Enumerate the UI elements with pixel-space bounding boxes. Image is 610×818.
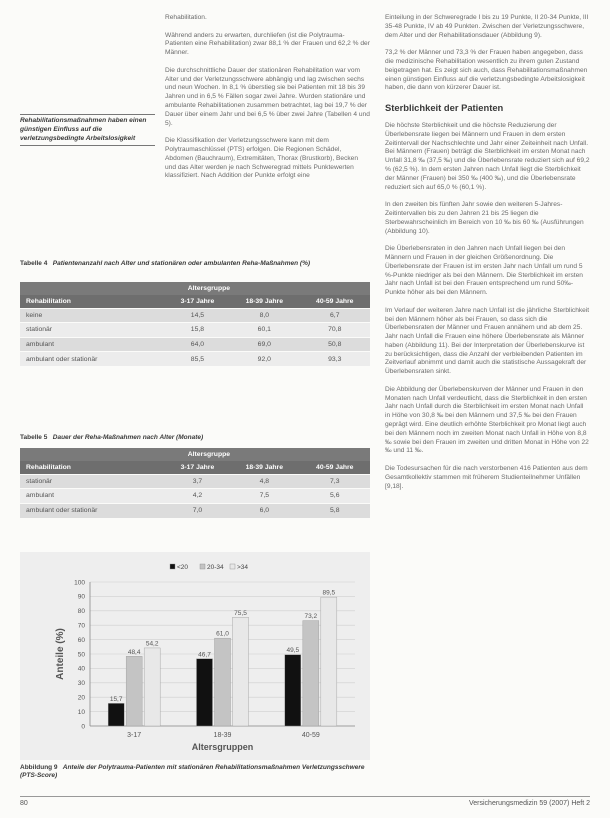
table4-col: 18-39 Jahre	[229, 295, 299, 308]
table5-caption	[20, 434, 370, 442]
table-row: ambulant oder stationär 85,5 92,0 93,3	[20, 352, 370, 367]
paragraph: Die durchschnittliche Dauer der stationären Rehabilitation war vom Alter und der Verletzungsschwere abhängig und lag zwischen sechs und neun Wochen. In 8,1 % überstieg sie bei Patienten mit 18 bis 39 Jahren und in 6,5 % Fällen sogar zwei Jahre. Wurden stationäre und ambulante Rehabilitationen zusammen betrachtet, lag bei 19,7 % der Dauer über einem Jahr und bei 6,5 % über zwei Jahre (Tabellen 4 und 5).	[165, 66, 370, 127]
figure9-caption	[20, 764, 370, 781]
page-number: 80	[20, 800, 28, 807]
table5-title: Dauer der Reha-Maßnahmen nach Alter (Monate)	[52, 434, 204, 441]
table4	[20, 282, 370, 366]
table5-group-header: Altersgruppe	[166, 448, 370, 461]
table-row: ambulant oder stationär 7,0 6,0 5,8	[20, 503, 370, 518]
table4-row-header: Rehabilitation	[20, 295, 166, 308]
table5-col: 40-59 Jahre	[300, 461, 370, 474]
journal-reference: Versicherungsmedizin 59 (2007) Heft 2	[468, 800, 590, 807]
table-row: stationär 15,8 60,1 70,8	[20, 323, 370, 338]
table5-row-header: Rehabilitation	[20, 461, 166, 474]
table4-col: 40-59 Jahre	[300, 295, 370, 308]
y-axis-label: Anteile (%)	[55, 628, 66, 680]
bar	[321, 597, 337, 726]
legend-swatch	[200, 564, 205, 569]
paragraph: Die Überlebensraten in den Jahren nach Unfall liegen bei den Männern und Frauen in der gleichen Größenordnung. Die Überlebensrate der Frauen ist im ersten Jahr nach Unfall um rund 5 %-Punkte niedriger als bei den Männern. Die Sterblichkeit im ersten Jahr nach Unfall ist bei den Frauen entsprechend um rund 50‰-Punkte höher als bei den Männern.	[385, 245, 583, 297]
legend-entry: >34	[237, 564, 249, 571]
paragraph: Während anders zu erwarten, durchliefen (ist die Polytrauma-Patienten eine Rehabilitation) zwar 88,1 % der Frauen und 62,2 % der Männer.	[165, 31, 370, 57]
x-axis-label: Altersgruppen	[191, 742, 254, 752]
paragraph: Einteilung in der Schweregrade I bis zu 19 Punkte, II 20-34 Punkte, III 35-48 Punkte, IV ab 49 Punkten. Zwischen der Verletzungsschwere, dem Alter und der Rehabilitationsdauer (Abbildung 9).	[385, 14, 589, 39]
bar-chart	[20, 552, 370, 760]
bar-data-label: 46,7	[198, 651, 211, 659]
bar-data-label: 49,5	[286, 647, 300, 655]
bar-data-label: 15,7	[109, 695, 123, 703]
y-tick-label: 90	[77, 593, 85, 601]
figure9-title: Anteile der Polytrauma-Patienten mit stationären Rehabilitationsmaßnahmen Verletzungsschwere (PTS-Score)	[20, 764, 365, 780]
y-tick-label: 60	[77, 636, 85, 644]
table4-caption	[20, 260, 370, 268]
legend-swatch	[230, 564, 235, 569]
table5-col: 3-17 Jahre	[166, 461, 229, 474]
bar	[108, 703, 124, 726]
divider	[20, 114, 155, 115]
bar-data-label: 89,5	[322, 589, 336, 597]
bar	[233, 617, 249, 726]
bar-data-label: 61,0	[216, 630, 229, 638]
left-text-column	[165, 14, 370, 190]
legend-entry: <20	[177, 564, 189, 571]
paragraph: In den zweiten bis fünften Jahr sowie den weiteren 5-Jahres-Zeitintervallen bis zu den Jahren 21 bis 25 liegen die Sterbewahrscheinlich im Bereich von 10 ‰ bis 60 ‰ (Ausführungen (Abbildung 10).	[385, 201, 584, 235]
bar-data-label: 48,4	[127, 648, 141, 656]
paragraph: 73,2 % der Männer und 73,3 % der Frauen haben angegeben, dass die medizinische Rehabilitation wesentlich zu ihrem guten Zustand beigetragen hat. Es zeigt sich auch, dass Rehabilitationsmaßnahmen einen günstigen Einfluss auf die verletzungsbedingte Arbeitslosigkeit haben, die dann von kürzerer Dauer ist.	[385, 49, 588, 92]
margin-note	[20, 114, 155, 146]
y-tick-label: 10	[77, 708, 85, 716]
footer-divider	[20, 796, 590, 797]
table-row: ambulant 64,0 69,0 50,8	[20, 337, 370, 352]
y-tick-label: 40	[77, 665, 85, 673]
bar	[215, 638, 231, 726]
bar	[197, 659, 213, 726]
paragraph: Die höchste Sterblichkeit und die höchste Reduzierung der Überlebensrate liegen bei Männern und Frauen in dem ersten Zeitintervall der Nachschlechte und Jahr einer Zeiteinheit nach Unfall. Bei Männern (Frauen) beträgt die Sterblichkeit im ersten Monat nach Unfall 31,8 ‰ (37,5 ‰) und die Überlebensrate reduziert sich auf 69,2 % (62,5 %). In dem ersten Jahren nach Unfall liegt die Sterblichkeit der Männer (Frauen) bei 350 ‰ (400 ‰), und die Überlebensrate reduziert sich auf 65,0 % (60,1 %).	[385, 121, 590, 191]
legend-entry: 20-34	[207, 564, 224, 571]
x-tick-label: 40-59	[301, 732, 320, 739]
y-tick-label: 50	[77, 651, 85, 659]
right-text-column	[385, 14, 590, 500]
bar-data-label: 73,2	[304, 613, 318, 621]
table4-label: Tabelle 4	[20, 260, 48, 267]
bar	[144, 648, 160, 726]
figure9-label: Abbildung 9	[20, 764, 58, 771]
table-row: stationär 3,7 4,8 7,3	[20, 474, 370, 489]
legend-swatch	[170, 564, 175, 569]
paragraph: Im Verlauf der weiteren Jahre nach Unfall ist die jährliche Sterblichkeit bei den Männern höher als bei Frauen, so dass sich die Überlebensraten der Männer und Frauen annähern und ab dem 25. Jahr nach Unfall die Frauen eine höhere Überlebensrate als Männer haben (Abbildung 11). Bei der Interpretation der Überlebenskurve ist zu berücksichtigen, dass die Anzahl der verbleibenden Patienten im Zeitverlauf abnimmt und damit auch die statistische Aussagekraft der Überlebensraten sinkt.	[385, 306, 590, 376]
section-heading: Sterblichkeit der Patienten	[385, 101, 504, 113]
paragraph: Die Abbildung der Überlebenskurven der Männer und Frauen in den Monaten nach Unfall verdeutlicht, dass die Sterblichkeit in den ersten Jahr nach Unfall durch die Sterblichkeit im ersten Monat nach Unfall in Höhe von 30,8 ‰ bei den Männern und 37,5 ‰ bei den Frauen geprägt wird. Eine deutlich erhöhte Sterblichkeit pro Monat liegt auch bei den Männern noch im zweiten Monat nach Unfall in Höhe von 8,8 ‰ sowie bei den Frauen im zweiten und dritten Monat in Höhe von 22 ‰ und 11 ‰.	[385, 385, 589, 455]
table4-group-header: Altersgruppe	[166, 282, 370, 295]
bar	[285, 655, 301, 726]
paragraph: Die Klassifikation der Verletzungsschwere kann mit dem Polytraumaschlüssel (PTS) erfolgen. Die Regionen Schädel, Abdomen (Bauchraum), Extremitäten, Thorax (Brustkorb), Becken und das Alter werden je nach Schweregrad mittels Punktewerten klassifiziert. Nach Addition der Punkte erfolgt eine	[165, 137, 359, 180]
x-tick-label: 18-39	[213, 732, 232, 739]
table5-col: 18-39 Jahre	[229, 461, 299, 474]
bar	[303, 621, 319, 726]
table-row: keine 14,5 8,0 6,7	[20, 308, 370, 323]
figure9-chart-panel	[20, 552, 370, 760]
y-tick-label: 100	[74, 579, 85, 587]
bar-data-label: 75,5	[234, 609, 247, 617]
paragraph: Rehabilitation.	[165, 14, 207, 21]
margin-note-text: Rehabilitationsmaßnahmen haben einen günstigen Einfluss auf die verletzungsbedingte Arbeitslosigkeit	[20, 117, 147, 142]
y-tick-label: 30	[77, 680, 85, 688]
y-tick-label: 70	[77, 622, 85, 630]
table-row: ambulant 4,2 7,5 5,6	[20, 489, 370, 504]
paragraph: Die Todesursachen für die nach verstorbenen 416 Patienten aus dem Gesamtkollektiv stammen mit früherem Studienteilnehmer Unfällen [9,18].	[385, 465, 588, 490]
bar	[126, 656, 142, 726]
table4-col: 3-17 Jahre	[166, 295, 229, 308]
x-tick-label: 3-17	[127, 732, 142, 739]
y-tick-label: 80	[77, 608, 85, 616]
table5	[20, 448, 370, 518]
y-tick-label: 0	[81, 723, 85, 731]
table5-label: Tabelle 5	[20, 434, 48, 441]
y-tick-label: 20	[77, 694, 85, 702]
bar-data-label: 54,2	[145, 640, 159, 648]
divider	[20, 145, 155, 146]
table4-title: Patientenanzahl nach Alter und stationären oder ambulanten Reha-Maßnahmen (%)	[52, 260, 311, 267]
